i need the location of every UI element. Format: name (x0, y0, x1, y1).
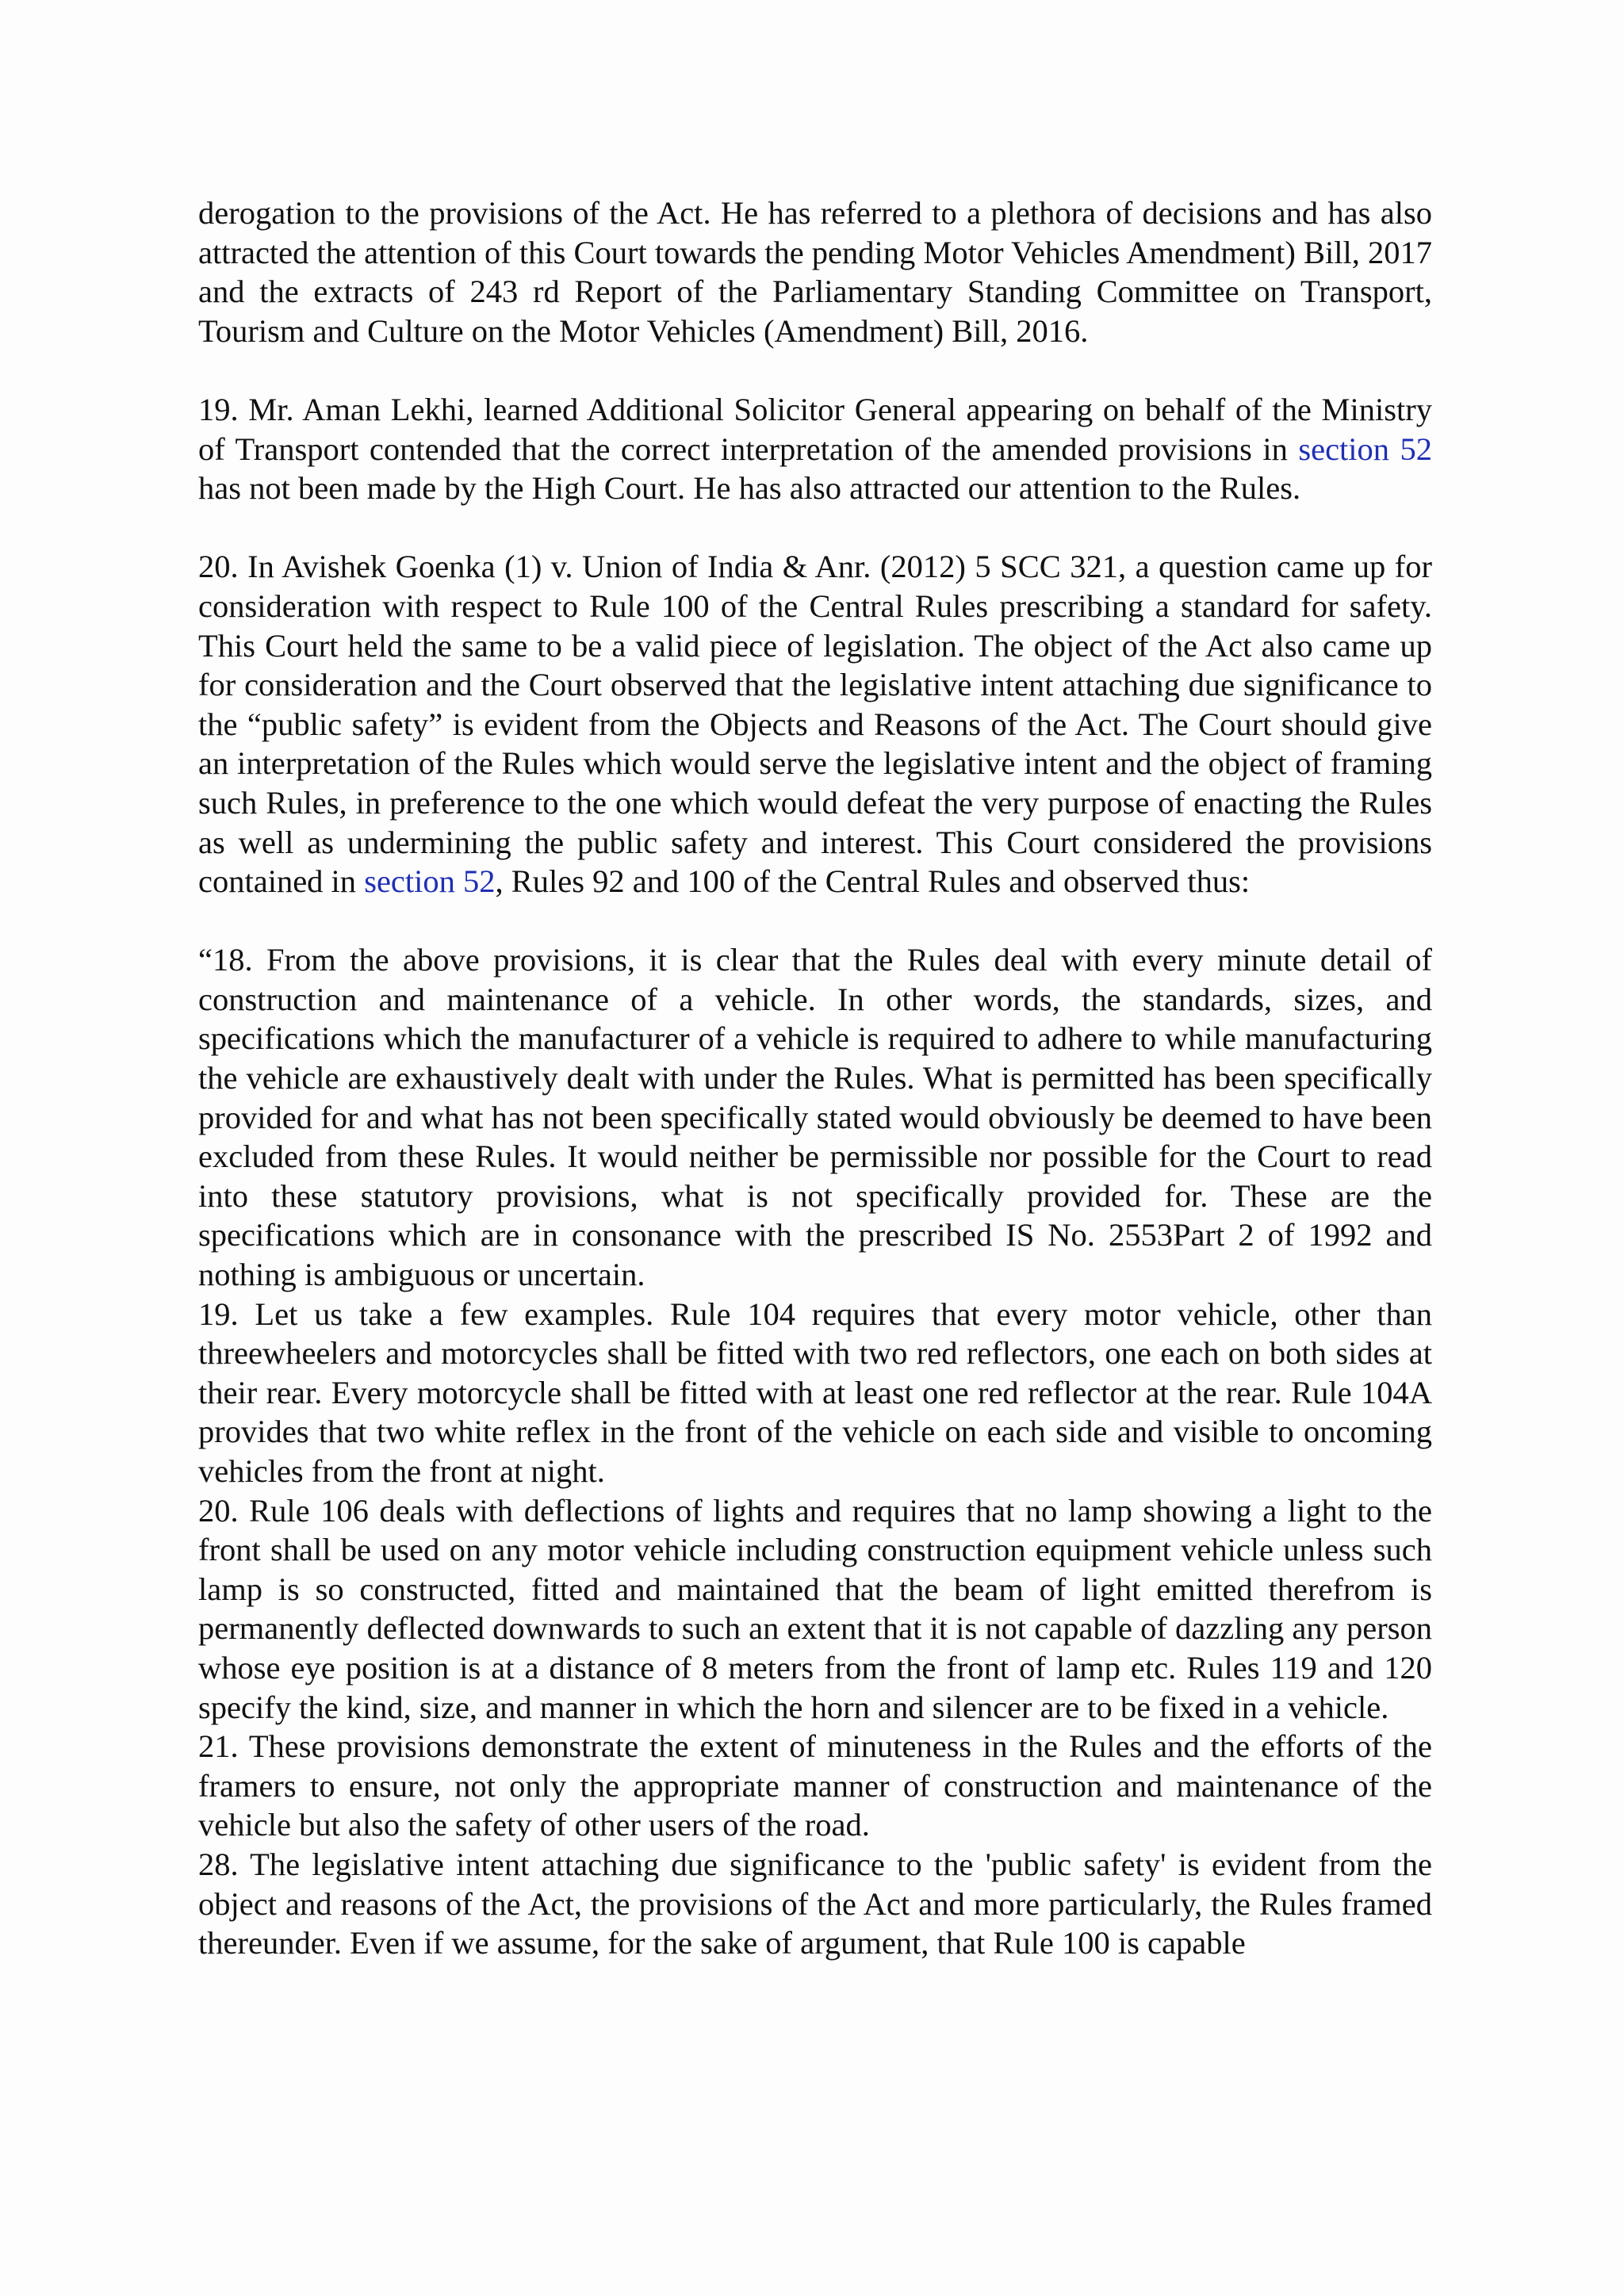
quoted-passage (198, 940, 1432, 1962)
quote-paragraph: 21. These provisions demonstrate the extent of minuteness in the Rules and the efforts of the framers to ensure, not only the appropriate manner of construction and maintenance of the vehicle but also the safety of other users of the road. (198, 1728, 1432, 1843)
paragraph (198, 193, 1432, 350)
paragraph-text: , Rules 92 and 100 of the Central Rules and observed thus: (495, 863, 1251, 900)
quote-paragraph: 19. Let us take a few examples. Rule 104 requires that every motor vehicle, other than threewheelers and motorcycles shall be fitted with two red reflectors, one each on both sides at their rear. Every motorcycle shall be fitted with at least one red reflector at the rear. Rule 104A provides that two white reflex in the front of the vehicle on each side and visible to oncoming vehicles from the front at night. (198, 1295, 1432, 1489)
paragraph (198, 390, 1432, 508)
paragraph-text: has not been made by the High Court. He has also attracted our attention to the Rules. (198, 470, 1301, 507)
document-body (198, 193, 1432, 1963)
quote-paragraph: 20. Rule 106 deals with deflections of lights and requires that no lamp showing a light to the front shall be used on any motor vehicle including construction equipment vehicle unless such lamp is so constructed, fitted and maintained that the beam of light emitted therefrom is permanently deflected downwards to such an extent that it is not capable of dazzling any person whose eye position is at a distance of 8 meters from the front of lamp etc. Rules 119 and 120 specify the kind, size, and manner in which the horn and silencer are to be fixed in a vehicle. (198, 1492, 1432, 1725)
paragraph (198, 547, 1432, 901)
paragraph-text: 19. Mr. Aman Lekhi, learned Additional Solicitor General appearing on behalf of the Ministry of Transport contended that the correct interpretation of the amended provisions in (198, 391, 1432, 467)
section-link[interactable]: section 52 (1298, 430, 1432, 467)
quote-paragraph: 28. The legislative intent attaching due significance to the 'public safety' is evident from the object and reasons of the Act, the provisions of the Act and more particularly, the Rules framed thereunder. Even if we assume, for the sake of argument, that Rule 100 is capable (198, 1846, 1432, 1961)
paragraph-text: 20. In Avishek Goenka (1) v. Union of India & Anr. (2012) 5 SCC 321, a question came up for consideration with respect to Rule 100 of the Central Rules prescribing a standard for safety. This Court held the same to be a valid piece of legislation. The object of the Act also came up for consideration and the Court observed that the legislative intent attaching due significance to the “public safety” is evident from the Objects and Reasons of the Act. The Court should give an interpretation of the Rules which would serve the legislative intent and the object of framing such Rules, in preference to the one which would defeat the very purpose of enacting the Rules as well as undermining the public safety and interest. This Court considered the provisions contained in (198, 549, 1432, 900)
paragraph-text: derogation to the provisions of the Act. He has referred to a plethora of decisions and has also attracted the attention of this Court towards the pending Motor Vehicles Amendment) Bill, 2017 and the extracts of 243 rd Report of the Parliamentary Standing Committee on Transport, Tourism and Culture on the Motor Vehicles (Amendment) Bill, 2016. (198, 195, 1432, 349)
paragraph-list (198, 193, 1432, 901)
section-link[interactable]: section 52 (364, 863, 496, 900)
quote-paragraph: “18. From the above provisions, it is clear that the Rules deal with every minute detail of construction and maintenance of a vehicle. In other words, the standards, sizes, and specifications which the manufacturer of a vehicle is required to adhere to while manufacturing the vehicle are exhaustively dealt with under the Rules. What is permitted has been specifically provided for and what has not been specifically stated would obviously be deemed to have been excluded from these Rules. It would neither be permissible nor possible for the Court to read into these statutory provisions, what is not specifically provided for. These are the specifications which are in consonance with the prescribed IS No. 2553Part 2 of 1992 and nothing is ambiguous or uncertain. (198, 942, 1432, 1293)
